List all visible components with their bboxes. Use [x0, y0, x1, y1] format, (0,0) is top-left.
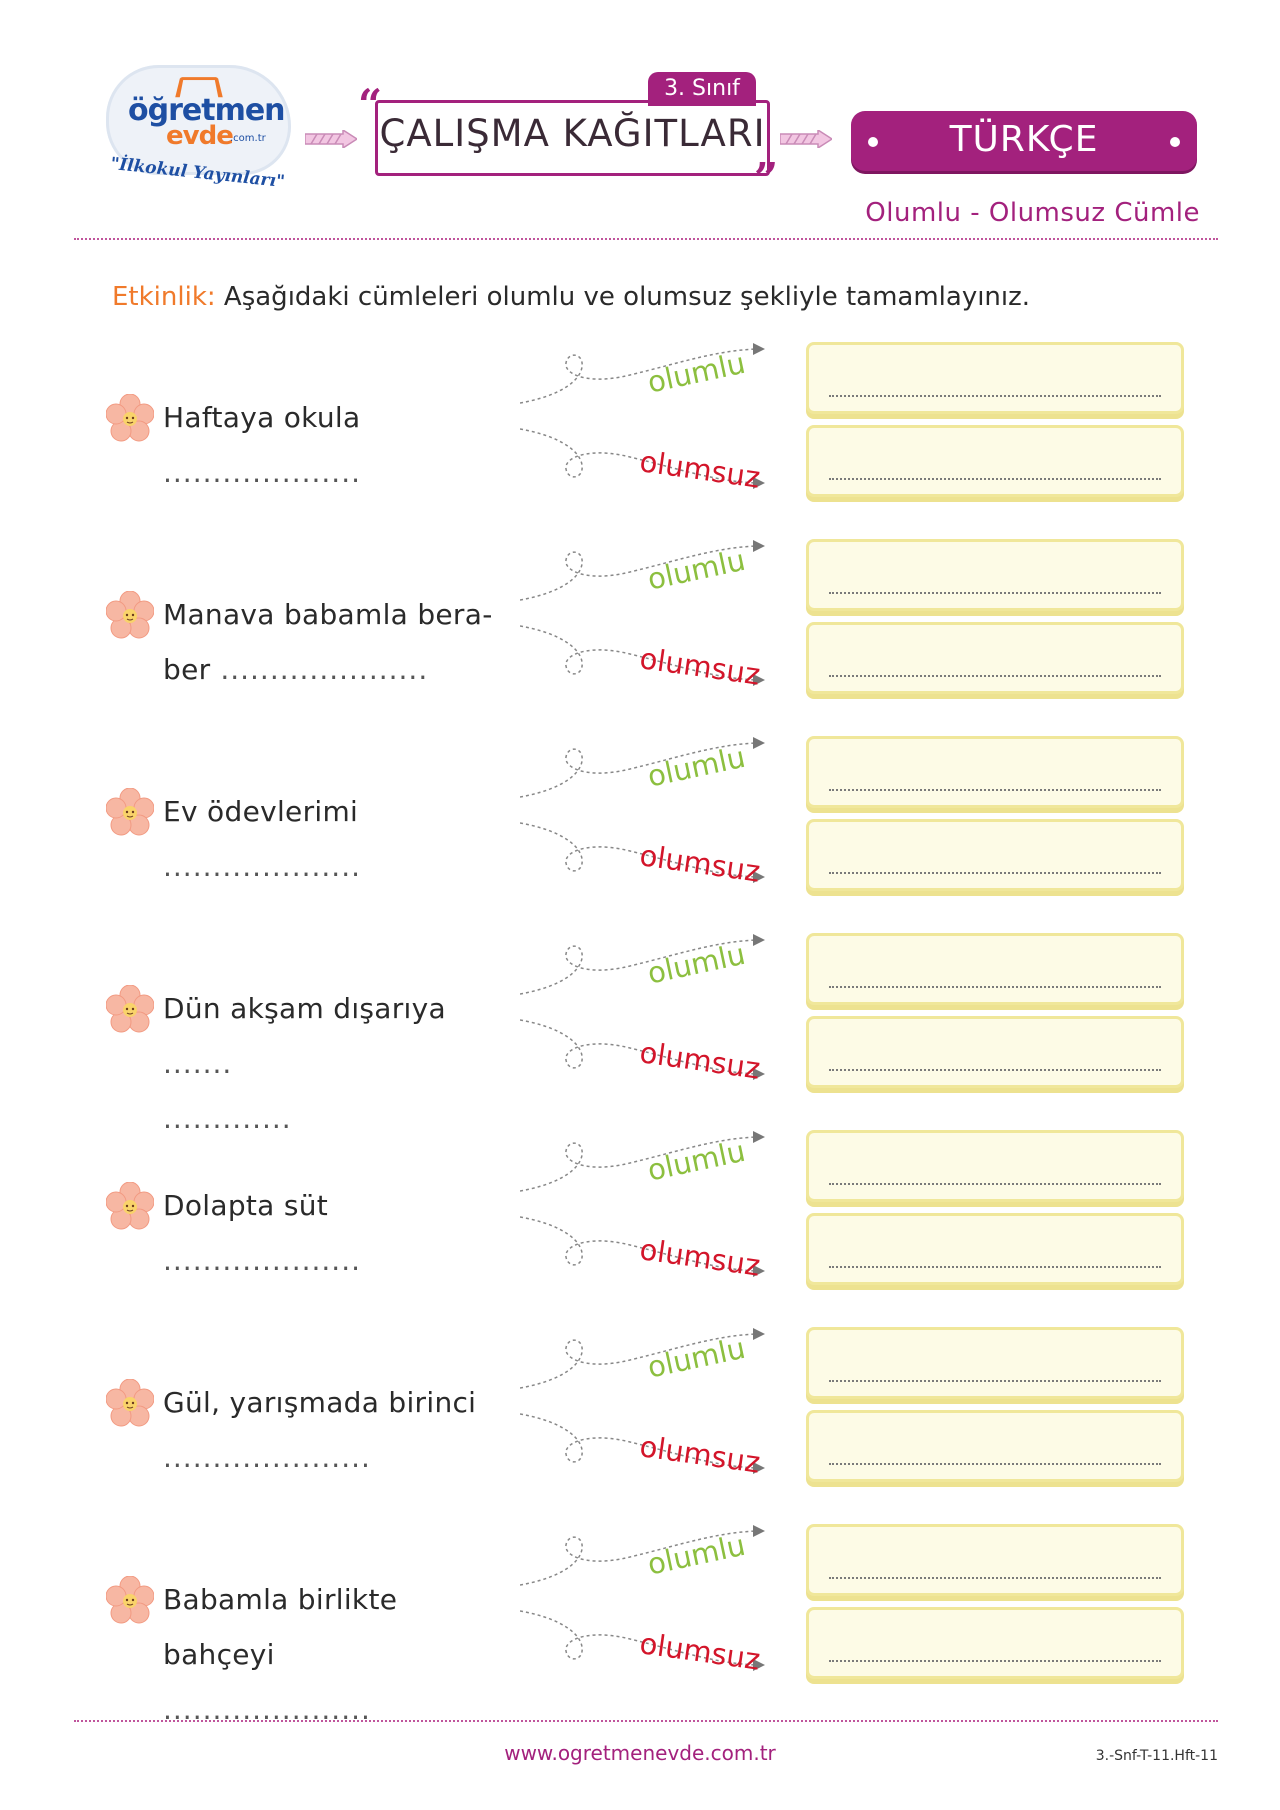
- footer-code: 3.-Snf-T-11.Hft-11: [1095, 1748, 1218, 1764]
- answer-line: [829, 478, 1161, 480]
- positive-answer-box[interactable]: [806, 1327, 1184, 1399]
- answer-line: [829, 1660, 1161, 1662]
- prompt-line-2: ber: [163, 653, 211, 686]
- prompt-line-1: Ev ödevlerimi: [163, 795, 359, 828]
- prompt-blank-2: .............: [163, 1102, 292, 1135]
- publisher-logo: [100, 55, 300, 205]
- answer-line: [829, 1380, 1161, 1382]
- positive-label: olumlu: [644, 1133, 749, 1188]
- answer-line: [829, 986, 1161, 988]
- prompt-blank-1: ....................: [163, 456, 362, 489]
- footer-divider: [74, 1720, 1218, 1722]
- negative-label: olumsuz: [637, 1626, 763, 1677]
- logo-word-top: öğretmen: [128, 93, 285, 128]
- instruction-text: Aşağıdaki cümleleri olumlu ve olumsuz şekliyle tamamlayınız.: [223, 282, 1031, 312]
- positive-label: olumlu: [644, 739, 749, 794]
- logo-word-bottom: evde: [166, 121, 233, 151]
- instruction: [112, 282, 1030, 312]
- answer-line: [829, 789, 1161, 791]
- negative-answer-box[interactable]: [806, 622, 1184, 694]
- prompt-blank-1: ....................: [163, 850, 362, 883]
- positive-answer-box[interactable]: [806, 1130, 1184, 1202]
- arrow-right-icon: [780, 130, 832, 148]
- prompt-blank-1: ....................: [163, 1244, 362, 1277]
- logo-domain: .com.tr: [230, 133, 266, 144]
- negative-answer-box[interactable]: [806, 819, 1184, 891]
- flower-icon: [106, 985, 154, 1033]
- prompt-line-1: Dün akşam dışarıya: [163, 992, 446, 1025]
- flower-icon: [106, 788, 154, 836]
- negative-label: olumsuz: [637, 838, 763, 889]
- logo-subtitle: "İlkokul Yayınları": [109, 153, 286, 193]
- negative-label: olumsuz: [637, 641, 763, 692]
- arrow-right-icon: [305, 130, 357, 148]
- answer-line: [829, 1069, 1161, 1071]
- answer-line: [829, 675, 1161, 677]
- prompt-line-1: Haftaya okula: [163, 401, 361, 434]
- negative-label: olumsuz: [637, 1429, 763, 1480]
- positive-label: olumlu: [644, 345, 749, 400]
- positive-answer-box[interactable]: [806, 342, 1184, 414]
- answer-line: [829, 592, 1161, 594]
- prompt-blank-1: .......: [163, 1047, 233, 1080]
- sentence-prompt: [163, 1375, 503, 1485]
- header-divider: [74, 238, 1218, 240]
- prompt-blank-2: .....................: [163, 1441, 371, 1474]
- prompt-line-1: Gül, yarışmada birinci: [163, 1386, 477, 1419]
- sentence-prompt: [163, 1178, 503, 1288]
- prompt-blank-2: .....................: [163, 1693, 371, 1726]
- flower-icon: [106, 394, 154, 442]
- flower-icon: [106, 1379, 154, 1427]
- prompt-blank-2: .....................: [210, 653, 429, 686]
- negative-label: olumsuz: [637, 444, 763, 495]
- sentence-prompt: [163, 587, 503, 697]
- grade-badge: 3. Sınıf: [648, 72, 756, 106]
- positive-label: olumlu: [644, 542, 749, 597]
- answer-line: [829, 1183, 1161, 1185]
- sentence-prompt: [163, 784, 503, 894]
- prompt-line-1: Manava babamla bera-: [163, 598, 493, 631]
- positive-answer-box[interactable]: [806, 736, 1184, 808]
- flower-icon: [106, 1182, 154, 1230]
- answer-line: [829, 1577, 1161, 1579]
- negative-label: olumsuz: [637, 1232, 763, 1283]
- subject-label: TÜRKÇE: [949, 119, 1099, 160]
- prompt-line-1: Babamla birlikte bahçeyi: [163, 1583, 398, 1671]
- open-quote-icon: “: [358, 80, 383, 129]
- positive-label: olumlu: [644, 1527, 749, 1582]
- negative-answer-box[interactable]: [806, 1016, 1184, 1088]
- answer-line: [829, 872, 1161, 874]
- prompt-line-1: Dolapta süt: [163, 1189, 329, 1222]
- positive-answer-box[interactable]: [806, 933, 1184, 1005]
- negative-answer-box[interactable]: [806, 1213, 1184, 1285]
- negative-label: olumsuz: [637, 1035, 763, 1086]
- answer-line: [829, 1266, 1161, 1268]
- topic-title: Olumlu - Olumsuz Cümle: [865, 198, 1200, 228]
- answer-line: [829, 1463, 1161, 1465]
- instruction-label: Etkinlik:: [112, 282, 216, 312]
- sentence-prompt: [163, 390, 503, 500]
- negative-answer-box[interactable]: [806, 425, 1184, 497]
- negative-answer-box[interactable]: [806, 1410, 1184, 1482]
- negative-answer-box[interactable]: [806, 1607, 1184, 1679]
- footer-url: www.ogretmenevde.com.tr: [504, 1741, 776, 1765]
- positive-label: olumlu: [644, 1330, 749, 1385]
- positive-answer-box[interactable]: [806, 539, 1184, 611]
- positive-label: olumlu: [644, 936, 749, 991]
- sentence-prompt: [163, 1572, 503, 1737]
- flower-icon: [106, 1576, 154, 1624]
- answer-line: [829, 395, 1161, 397]
- close-quote-icon: ”: [754, 154, 779, 203]
- page-title: ÇALIŞMA KAĞITLARI: [379, 112, 766, 155]
- flower-icon: [106, 591, 154, 639]
- positive-answer-box[interactable]: [806, 1524, 1184, 1596]
- sentence-prompt: [163, 981, 503, 1146]
